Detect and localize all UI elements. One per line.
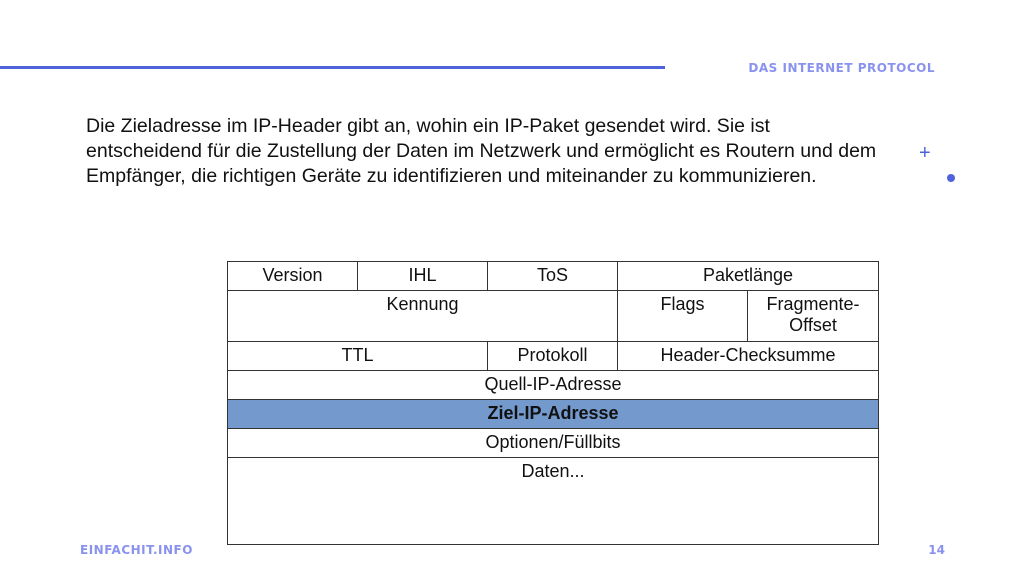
footer-brand: EINFACHIT.INFO bbox=[80, 543, 193, 557]
field-version: Version bbox=[228, 262, 358, 291]
field-paketlaenge: Paketlänge bbox=[618, 262, 879, 291]
field-tos: ToS bbox=[488, 262, 618, 291]
table-row bbox=[228, 400, 879, 429]
page-number: 14 bbox=[928, 543, 945, 557]
field-ziel-ip: Ziel-IP-Adresse bbox=[228, 400, 879, 429]
top-accent-line bbox=[0, 66, 665, 69]
table-row bbox=[228, 458, 879, 545]
field-flags: Flags bbox=[618, 291, 748, 342]
plus-icon: + bbox=[919, 142, 931, 164]
ip-header-table bbox=[227, 261, 879, 545]
table-row bbox=[228, 371, 879, 400]
field-optionen: Optionen/Füllbits bbox=[228, 429, 879, 458]
table-row bbox=[228, 262, 879, 291]
field-protokoll: Protokoll bbox=[488, 342, 618, 371]
field-quell-ip: Quell-IP-Adresse bbox=[228, 371, 879, 400]
body-paragraph: Die Zieladresse im IP-Header gibt an, wohin ein IP-Paket gesendet wird. Sie ist entscheidend für die Zustellung der Daten im Netzwerk und ermöglicht es Routern und dem Empfänger, die richtigen Geräte zu identifizieren und miteinander zu kommunizieren. bbox=[86, 115, 877, 187]
dot-icon bbox=[947, 174, 955, 182]
field-daten: Daten... bbox=[228, 458, 879, 545]
table-row bbox=[228, 291, 879, 342]
field-ihl: IHL bbox=[358, 262, 488, 291]
table-row bbox=[228, 342, 879, 371]
table-row bbox=[228, 429, 879, 458]
section-title: DAS INTERNET PROTOCOL bbox=[748, 61, 935, 75]
field-ttl: TTL bbox=[228, 342, 488, 371]
field-checksumme: Header-Checksumme bbox=[618, 342, 879, 371]
field-kennung: Kennung bbox=[228, 291, 618, 342]
field-fragment-offset: Fragmente-Offset bbox=[748, 291, 879, 342]
